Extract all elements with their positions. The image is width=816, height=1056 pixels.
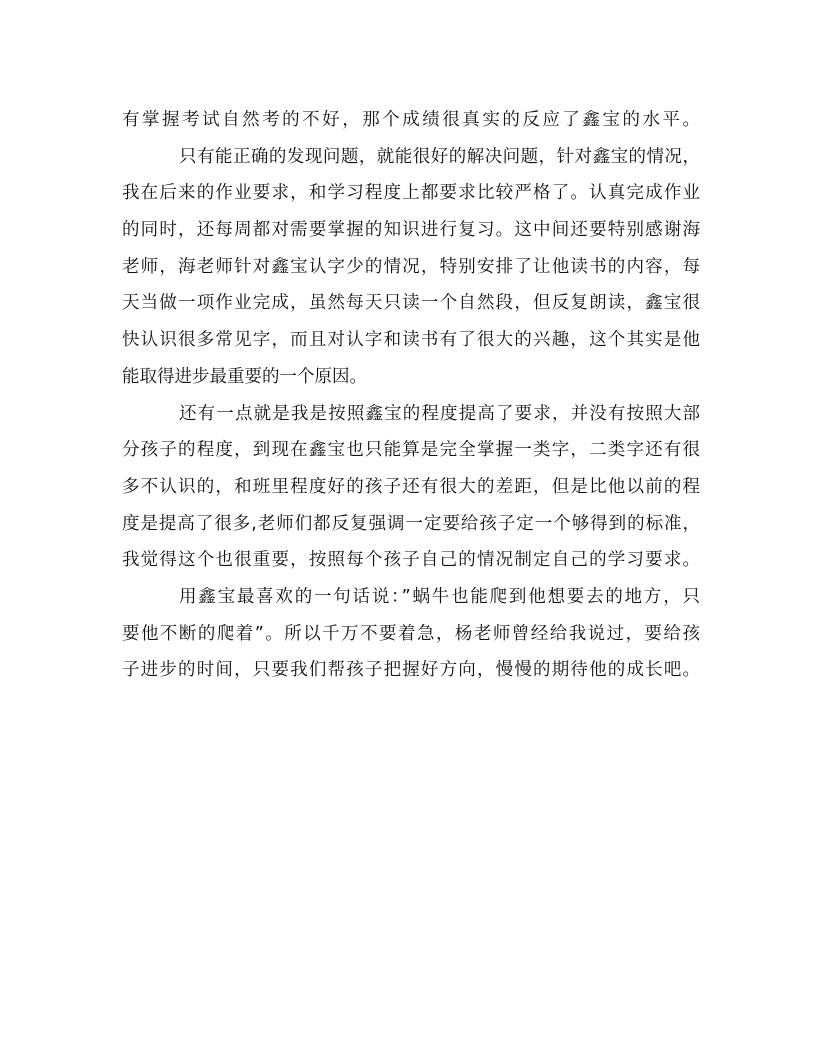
paragraph-1: [122, 102, 700, 139]
paragraph-4: [122, 579, 700, 689]
paragraph-2: [122, 139, 700, 396]
text-line: 快认识很多常见字，而且对认字和读书有了很大的兴趣，这个其实是他: [122, 330, 700, 351]
text-line: 我觉得这个也很重要，按照每个孩子自己的情况制定自己的学习要求。: [122, 550, 700, 571]
text-line: 有掌握考试自然考的不好，那个成绩很真实的反应了鑫宝的水平。: [122, 110, 700, 130]
text-line: 分孩子的程度，到现在鑫宝也只能算是完全掌握一类字，二类字还有很: [122, 440, 700, 461]
text-line: 的同时，还每周都对需要掌握的知识进行复习。这中间还要特别感谢海: [122, 220, 700, 241]
text-line: 老师，海老师针对鑫宝认字少的情况，特别安排了让他读书的内容，每: [122, 256, 700, 277]
text-line: 要他不断的爬着”。所以千万不要着急，杨老师曾经给我说过，要给孩: [122, 623, 700, 644]
text-line: 多不认识的，和班里程度好的孩子还有很大的差距，但是比他以前的程: [122, 476, 700, 497]
text-line: 还有一点就是我是按照鑫宝的程度提高了要求，并没有按照大部: [179, 403, 700, 424]
paragraph-3: [122, 396, 700, 579]
text-line: 子进步的时间，只要我们帮孩子把握好方向，慢慢的期待他的成长吧。: [122, 660, 700, 681]
text-line: 能取得进步最重要的一个原因。: [122, 366, 367, 387]
text-line: 我在后来的作业要求，和学习程度上都要求比较严格了。认真完成作业: [122, 183, 700, 204]
text-line: 只有能正确的发现问题，就能很好的解决问题，针对鑫宝的情况，: [179, 146, 700, 167]
text-line: 天当做一项作业完成，虽然每天只读一个自然段，但反复朗读，鑫宝很: [122, 293, 700, 314]
text-line: 度是提高了很多,老师们都反复强调一定要给孩子定一个够得到的标准，: [122, 513, 700, 534]
document-body: [122, 102, 700, 689]
text-line: 用鑫宝最喜欢的一句话说：”蜗牛也能爬到他想要去的地方，只: [179, 586, 700, 607]
